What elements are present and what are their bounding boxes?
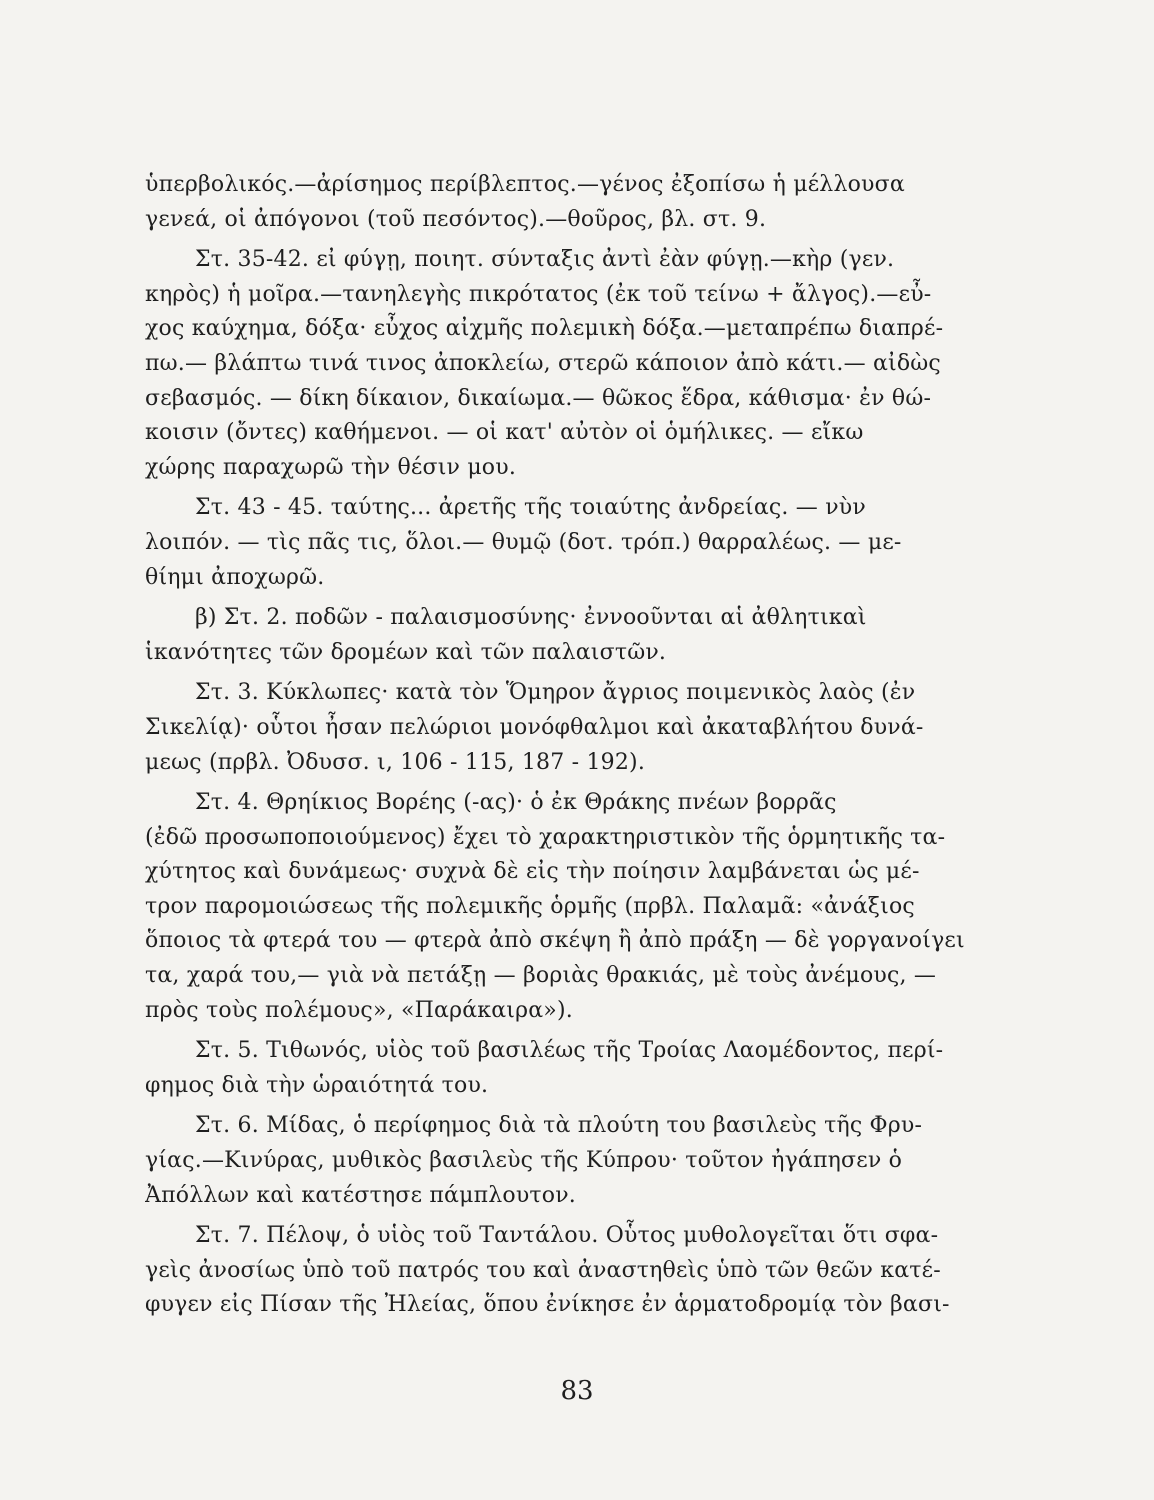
text-line: θίημι ἀποχωρῶ. — [145, 564, 325, 590]
text-line: (ἐδῶ προσωποποιούμενος) ἔχει τὸ χαρακτηριστικὸν τῆς ὁρμητικῆς τα- — [145, 824, 946, 850]
text-line: Στ. 5. Τιθωνός, υἱὸς τοῦ βασιλέως τῆς Τροίας Λαομέδοντος, περί- — [195, 1038, 944, 1064]
text-line: Στ. 6. Μίδας, ὁ περίφημος διὰ τὰ πλούτη του βασιλεὺς τῆς Φρυ- — [195, 1113, 923, 1139]
text-line: κοισιν (ὄντες) καθήμενοι. — οἱ κατ' αὐτὸν οἱ ὁμήλικες. — εἴκω — [145, 420, 864, 446]
text-line: σεβασμός. — δίκη δίκαιον, δικαίωμα.— θῶκος ἕδρα, κάθισμα· ἐν θώ- — [145, 385, 932, 411]
text-line: κηρὸς) ἡ μοῖρα.—τανηλεγὴς πικρότατος (ἐκ τοῦ τείνω + ἄλγος).—εὖ- — [145, 281, 932, 307]
text-line: φυγεν εἰς Πίσαν τῆς Ἠλείας, ὅπου ἐνίκησε ἐν ἁρματοδρομίᾳ τὸν βασι- — [145, 1292, 950, 1318]
text-line: χύτητος καὶ δυνάμεως· συχνὰ δὲ εἰς τὴν ποίησιν λαμβάνεται ὡς μέ- — [145, 859, 920, 885]
text-line: γενεά, οἱ ἀπόγονοι (τοῦ πεσόντος).—θοῦρος, βλ. στ. 9. — [145, 206, 767, 232]
text-line: Ἀπόλλων καὶ κατέστησε πάμπλουτον. — [145, 1182, 576, 1208]
text-line: τα, χαρά του,— γιὰ νὰ πετάξῃ — βοριὰς θρακιάς, μὲ τοὺς ἀνέμους, — — [145, 963, 937, 989]
page-number: 83 — [560, 1376, 594, 1406]
text-line: γίας.—Κινύρας, μυθικὸς βασιλεὺς τῆς Κύπρου· τοῦτον ἠγάπησεν ὁ — [145, 1148, 903, 1174]
page-text-body — [145, 168, 983, 1323]
text-line: πω.— βλάπτω τινά τινος ἀποκλείω, στερῶ κάποιον ἀπὸ κάτι.— αἰδὼς — [145, 350, 941, 376]
text-line: πρὸς τοὺς πολέμους», «Παράκαιρα»). — [145, 997, 573, 1023]
text-line: τρον παρομοιώσεως τῆς πολεμικῆς ὁρμῆς (πρβλ. Παλαμᾶ: «ἀνάξιος — [145, 893, 915, 919]
text-line: Σικελίᾳ)· οὗτοι ἦσαν πελώριοι μονόφθαλμοι καὶ ἀκαταβλήτου δυνά- — [145, 714, 924, 740]
text-line: γεὶς ἀνοσίως ὑπὸ τοῦ πατρός του καὶ ἀναστηθεὶς ὑπὸ τῶν θεῶν κατέ- — [145, 1257, 941, 1283]
text-line: χος καύχημα, δόξα· εὖχος αἰχμῆς πολεμικὴ δόξα.—μεταπρέπω διαπρέ- — [145, 316, 944, 342]
text-line: φημος διὰ τὴν ὡραιότητά του. — [145, 1072, 489, 1098]
text-line: Στ. 43 - 45. ταύτης... ἀρετῆς τῆς τοιαύτης ἀνδρείας. — νὺν — [195, 495, 866, 521]
text-line: ὑπερβολικός.—ἀρίσημος περίβλεπτος.—γένος ἐξοπίσω ἡ μέλλουσα — [145, 172, 905, 197]
text-line: μεως (πρβλ. Ὀδυσσ. ι, 106 - 115, 187 - 192). — [145, 749, 646, 775]
text-line: Στ. 7. Πέλοψ, ὁ υἱὸς τοῦ Ταντάλου. Οὗτος μυθολογεῖται ὅτι σφα- — [195, 1223, 939, 1249]
text-line: β) Στ. 2. ποδῶν - παλαισμοσύνης· ἐννοοῦνται αἱ ἀθλητικαὶ — [195, 605, 867, 631]
text-line: χώρης παραχωρῶ τὴν θέσιν μου. — [145, 454, 517, 480]
text-line: Στ. 3. Κύκλωπες· κατὰ τὸν Ὅμηρον ἄγριος ποιμενικὸς λαὸς (ἐν — [195, 680, 916, 706]
text-line: Στ. 35-42. εἰ φύγῃ, ποιητ. σύνταξις ἀντὶ ἐὰν φύγῃ.—κὴρ (γεν. — [195, 247, 895, 273]
text-line: Στ. 4. Θρηίκιος Βορέης (-ας)· ὁ ἐκ Θράκης πνέων βορρᾶς — [195, 790, 837, 816]
text-line: ἱκανότητες τῶν δρομέων καὶ τῶν παλαιστῶν. — [145, 639, 667, 665]
text-line: ὅποιος τὰ φτερά του — φτερὰ ἀπὸ σκέψη ἢ ἀπὸ πράξη — δὲ γοργανοίγει — [145, 928, 965, 954]
text-line: λοιπόν. — τὶς πᾶς τις, ὅλοι.— θυμῷ (δοτ. τρόπ.) θαρραλέως. — με- — [145, 529, 902, 555]
